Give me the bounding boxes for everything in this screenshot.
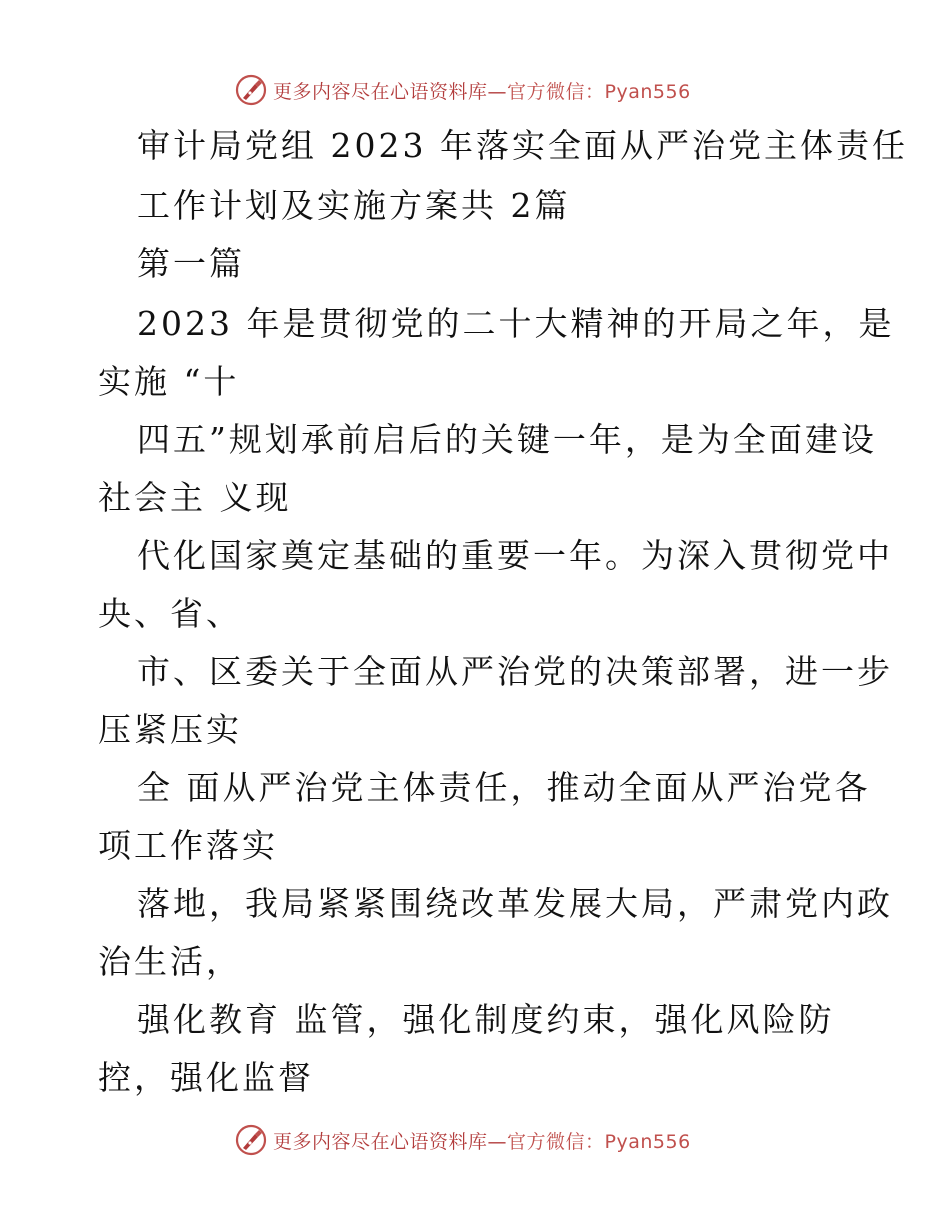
paragraph-line: 2023 年是贯彻党的二十大精神的开局之年，是 (137, 304, 895, 343)
paragraph-line: 社会主 义现 (98, 478, 292, 517)
header-banner (235, 72, 691, 108)
pen-nib-logo-icon (235, 1124, 267, 1156)
paragraph-line: 央、省、 (98, 594, 242, 633)
paragraph-line: 强化教育 监管，强化制度约束，强化风险防 (137, 1000, 835, 1039)
banner-text: 更多内容尽在心语资料库— (273, 80, 508, 103)
paragraph-line: 压紧压实 (98, 710, 242, 749)
banner-contact: 官方微信：Pyan556 (507, 1130, 691, 1153)
footer-banner (235, 1122, 691, 1158)
paragraph-line: 落地，我局紧紧围绕改革发展大局，严肃党内政 (137, 884, 893, 923)
paragraph-line: 项工作落实 (98, 826, 278, 865)
section-heading: 第一篇 (137, 244, 245, 283)
doc-title-line-1: 审计局党组 2023 年落实全面从严治党主体责任 (137, 126, 908, 165)
paragraph-line: 实施 “十 (98, 362, 240, 401)
banner-text: 更多内容尽在心语资料库— (273, 1130, 508, 1153)
doc-title-line-2: 工作计划及实施方案共 2篇 (137, 186, 571, 225)
paragraph-line: 市、区委关于全面从严治党的决策部署，进一步 (137, 652, 893, 691)
paragraph-line: 四五”规划承前启后的关键一年，是为全面建设 (137, 420, 877, 459)
paragraph-line: 代化国家奠定基础的重要一年。为深入贯彻党中 (137, 536, 893, 575)
pen-nib-logo-icon (235, 74, 267, 106)
paragraph-line: 全 面从严治党主体责任，推动全面从严治党各 (137, 768, 871, 807)
paragraph-line: 治生活， (98, 942, 242, 981)
banner-contact: 官方微信：Pyan556 (507, 80, 691, 103)
paragraph-line: 控，强化监督 (98, 1058, 314, 1097)
